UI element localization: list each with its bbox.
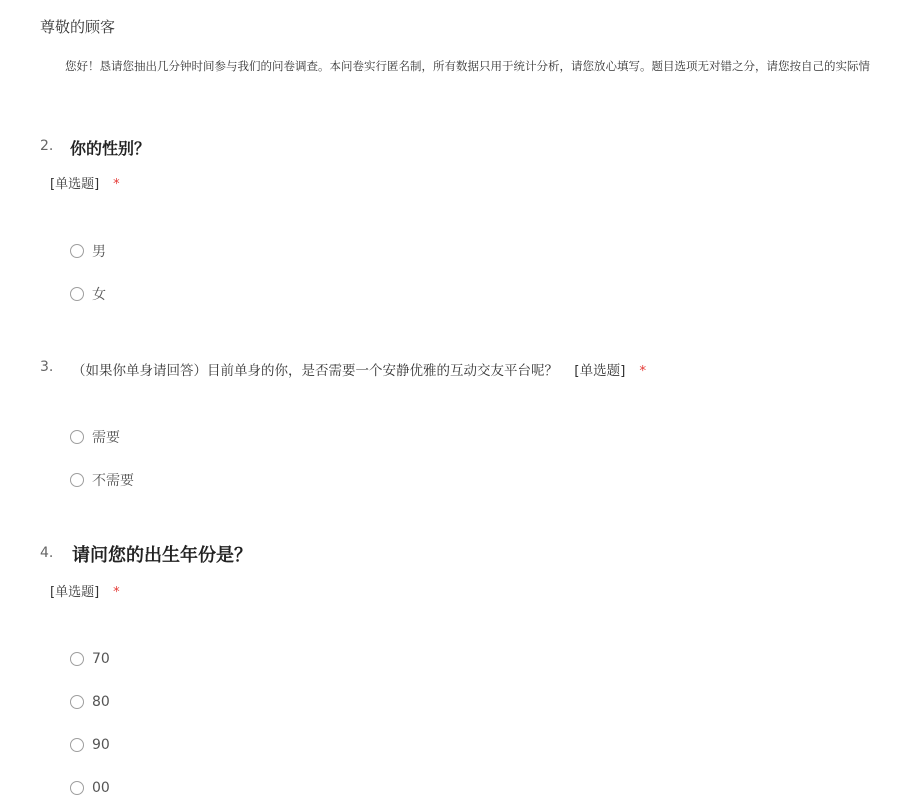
option-female[interactable]	[70, 285, 106, 303]
question-4-title: 请问您的出生年份是？	[72, 545, 252, 566]
radio-button[interactable]	[70, 244, 84, 258]
option-label: 女	[92, 287, 106, 303]
radio-button[interactable]	[70, 738, 84, 752]
option-80[interactable]	[70, 693, 110, 711]
question-4-type	[50, 581, 120, 600]
question-2-number: 2.	[40, 138, 54, 154]
option-no-need[interactable]	[70, 471, 134, 489]
radio-button[interactable]	[70, 430, 84, 444]
option-70[interactable]	[70, 650, 110, 668]
option-label: 男	[92, 244, 106, 260]
required-marker: *	[639, 363, 647, 379]
question-type-label: [单选题]	[574, 363, 626, 379]
radio-button[interactable]	[70, 695, 84, 709]
greeting-heading: 尊敬的顾客	[40, 18, 116, 36]
required-marker: *	[113, 177, 120, 192]
option-need[interactable]	[70, 428, 120, 446]
option-male[interactable]	[70, 242, 106, 260]
required-marker: *	[113, 585, 120, 600]
radio-button[interactable]	[70, 473, 84, 487]
option-label: 80	[92, 694, 110, 710]
radio-button[interactable]	[70, 287, 84, 301]
question-3-title-row	[72, 359, 646, 379]
radio-button[interactable]	[70, 781, 84, 795]
question-3-title: （如果你单身请回答）目前单身的你，是否需要一个安静优雅的互动交友平台呢？	[72, 363, 558, 379]
question-2-type	[50, 173, 120, 192]
survey-intro-text: 您好！恳请您抽出几分钟时间参与我们的问卷调查。本问卷实行匿名制，所有数据只用于统计分析，请您放心填写。题目选项无对错之分，请您按自己的实际情	[65, 59, 870, 73]
question-type-label: [单选题]	[50, 177, 100, 192]
option-90[interactable]	[70, 736, 110, 754]
option-label: 90	[92, 737, 110, 753]
option-00[interactable]	[70, 779, 110, 797]
radio-button[interactable]	[70, 652, 84, 666]
option-label: 不需要	[92, 473, 134, 489]
option-label: 70	[92, 651, 110, 667]
question-2-title: 你的性别？	[70, 139, 151, 158]
question-4-number: 4.	[40, 545, 54, 561]
option-label: 00	[92, 780, 110, 796]
option-label: 需要	[92, 430, 120, 446]
question-type-label: [单选题]	[50, 585, 100, 600]
question-3-number: 3.	[40, 359, 54, 375]
